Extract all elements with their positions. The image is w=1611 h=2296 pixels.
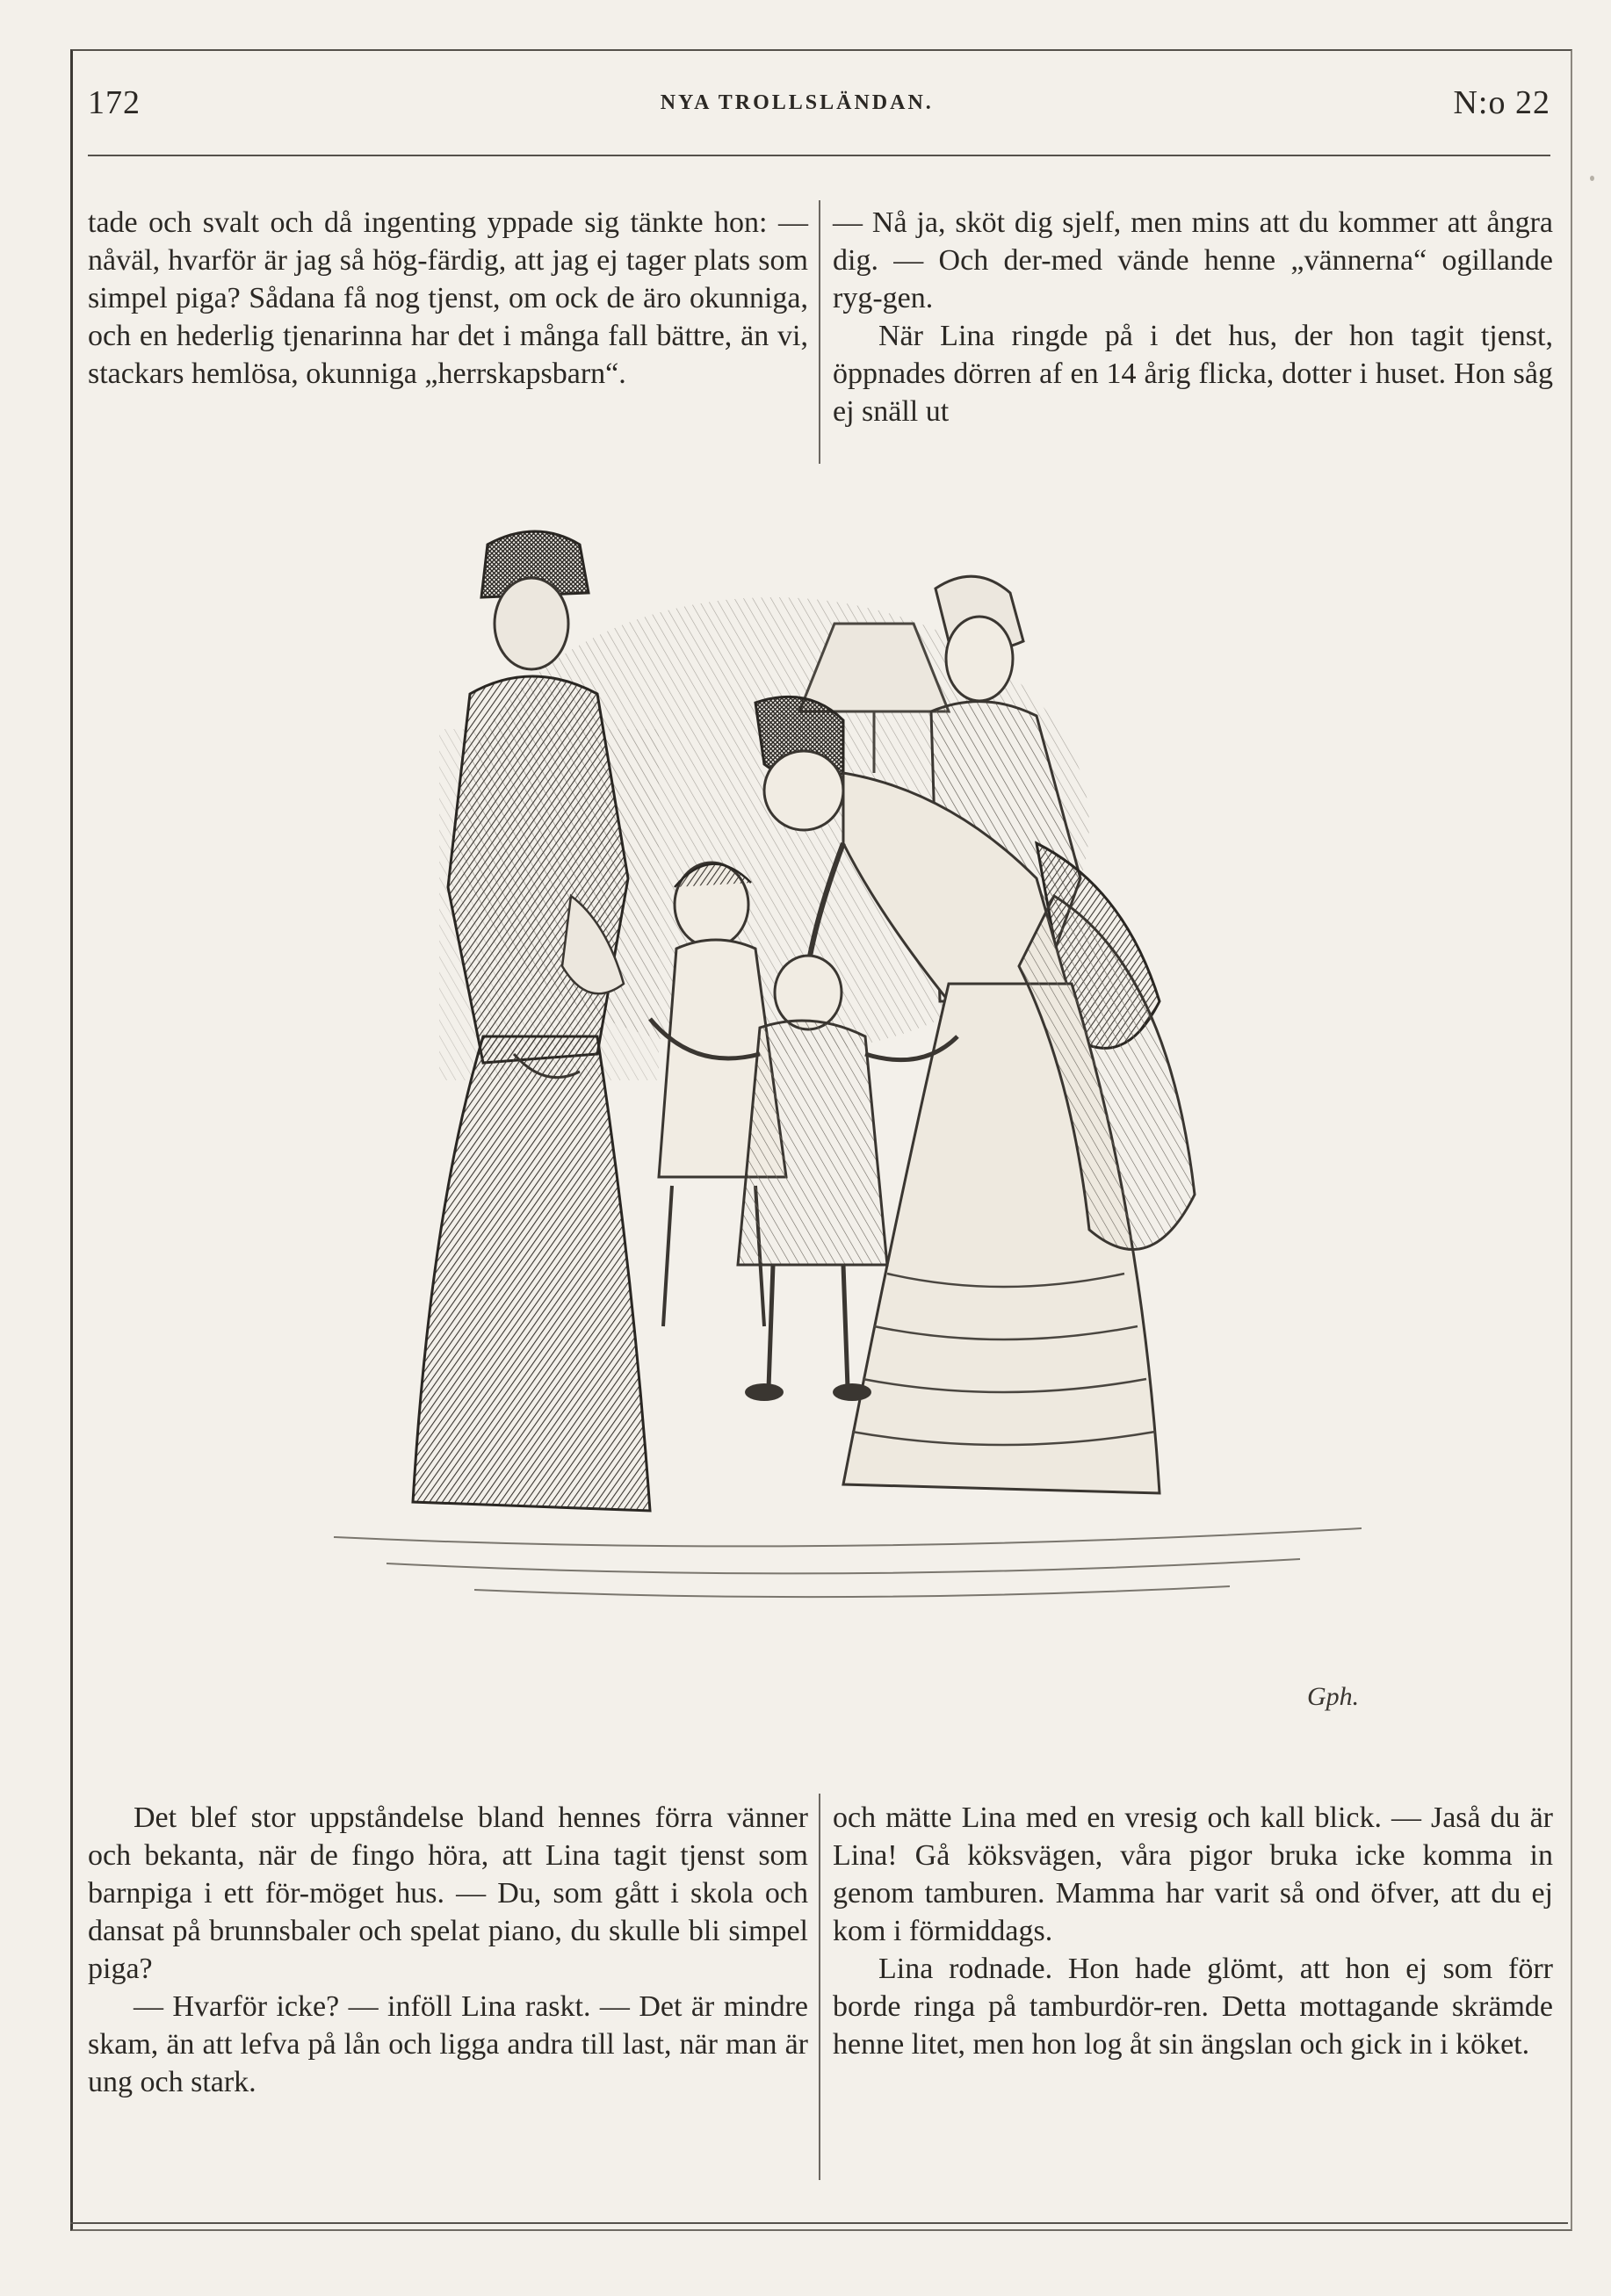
bottom-right-column bbox=[833, 1799, 1553, 2063]
issue-number: N:o 22 bbox=[1453, 84, 1550, 121]
paragraph: och mätte Lina med en vresig och kall blick. — Jaså du är Lina! Gå köksvägen, våra pigor bruka icke komma in genom tamburen. Mamma har varit så ond öfver, att du ej kom i förmiddags. bbox=[833, 1801, 1553, 1947]
top-left-column bbox=[88, 204, 808, 393]
floor-lines bbox=[334, 1528, 1362, 1597]
column-divider bbox=[819, 1794, 820, 2180]
bottom-left-column bbox=[88, 1799, 808, 2101]
paragraph: Lina rodnade. Hon hade glömt, att hon ej som förr borde ringa på tamburdör-ren. Detta mottagande skrämde henne litet, men hon log åt sin ängslan och gick in i köket. bbox=[833, 1953, 1553, 2061]
paper-speck bbox=[1590, 176, 1594, 181]
paragraph: — Nå ja, sköt dig sjelf, men mins att du kommer att ångra dig. — Och der-med vände henne „vännerna“ ogillande ryg-gen. bbox=[833, 206, 1553, 314]
engraver-signature: Gph. bbox=[1307, 1682, 1360, 1711]
paragraph: tade och svalt och då ingenting yppade sig tänkte hon: — nåväl, hvarför är jag så hög-färdig, att jag ej tager plats som simpel piga? Sådana få nog tjenst, om ock de äro okunniga, och en hederlig tjenarinna har det i många fall bättre, än vi, stackars hemlösa, okunniga „herrskapsbarn“. bbox=[88, 206, 808, 390]
running-header bbox=[88, 81, 1550, 125]
paragraph: När Lina ringde på i det hus, der hon tagit tjenst, öppnades dörren af en 14 årig flicka, dotter i huset. Hon såg ej snäll ut bbox=[833, 320, 1553, 428]
column-divider bbox=[819, 200, 820, 464]
page-number: 172 bbox=[88, 84, 141, 121]
paragraph: Det blef stor uppståndelse bland hennes förra vänner och bekanta, när de fingo höra, att Lina tagit tjenst som barnpiga i ett för-möget hus. — Du, som gått i skola och dansat på brunnsbaler och spelat piano, du skulle bli simpel piga? bbox=[88, 1801, 808, 1985]
engraving-illustration bbox=[281, 509, 1414, 1765]
bottom-rule bbox=[70, 2222, 1568, 2224]
header-rule bbox=[88, 155, 1550, 156]
top-right-column bbox=[833, 204, 1553, 430]
paragraph: — Hvarför icke? — inföll Lina raskt. — Det är mindre skam, än att lefva på lån och ligga andra till last, när man är ung och stark. bbox=[88, 1990, 808, 2098]
magazine-title: NYA TROLLSLÄNDAN. bbox=[660, 90, 934, 114]
